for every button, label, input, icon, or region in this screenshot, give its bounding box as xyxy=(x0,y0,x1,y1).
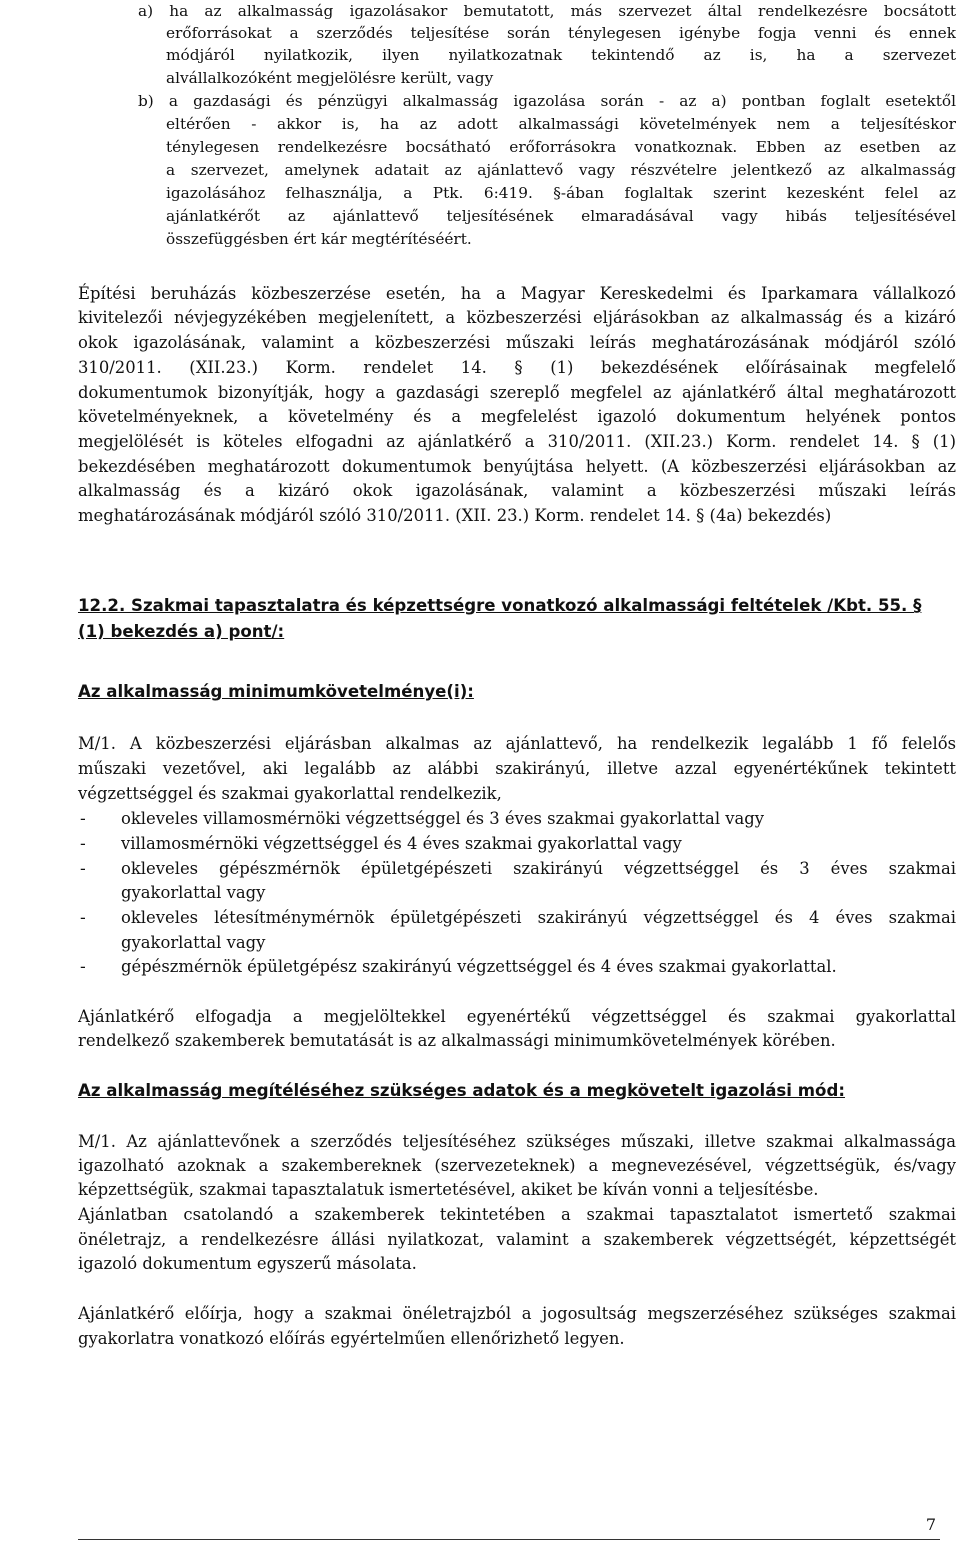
list-item-text: villamosmérnöki végzettséggel és 4 éves szakmai gyakorlattal vagy xyxy=(121,834,682,853)
section-heading-line: 12.2. Szakmai tapasztalatra és képzettségre vonatkozó alkalmassági feltételek /Kbt. 55. § xyxy=(78,596,922,615)
paragraph-line: alkalmasság és a kizáró okok igazolásának, valamint a közbeszerzési műszaki leírás xyxy=(78,481,956,500)
list-item-b-line: igazolásához felhasználja, a Ptk. 6:419. §-ában foglaltak szerint kezesként felel az xyxy=(166,184,956,202)
paragraph-line: dokumentumok bizonyítják, hogy a gazdasági szereplő megfelel az ajánlatkérő által meghatározott xyxy=(78,383,956,402)
paragraph-line: követelményeknek, a követelmény és a megfelelést igazoló dokumentum helyének pontos xyxy=(78,407,956,426)
paragraph-line: műszaki vezetővel, aki legalább az alábbi szakirányú, illetve azzal egyenértékűnek tekintett xyxy=(78,759,956,778)
list-item-b-line: ajánlatkérőt az ajánlattevő teljesítésének elmaradásával vagy hibás teljesítésével xyxy=(166,207,956,225)
proof-heading: Az alkalmasság megítéléséhez szükséges adatok és a megkövetelt igazolási mód: xyxy=(78,1081,845,1100)
footer-rule xyxy=(78,1539,940,1540)
list-item-text: gyakorlattal vagy xyxy=(121,883,266,902)
paragraph-line: igazolható azoknak a szakembereknek (szervezeteknek) a megnevezésével, végzettségük, és/vagy xyxy=(78,1156,956,1175)
list-item-b-line: összefüggésben ért kár megtérítéséért. xyxy=(166,230,472,248)
list-item-text: okleveles gépészmérnök épületgépészeti szakirányú végzettséggel és 3 éves szakmai xyxy=(121,859,956,878)
list-item-b-line: ténylegesen rendelkezésre bocsátható erőforrásokra vonatkoznak. Ebben az esetben az xyxy=(166,138,956,156)
list-item-a-line: alvállalkozóként megjelölésre került, vagy xyxy=(166,69,494,87)
bullet-dash: - xyxy=(80,859,86,879)
paragraph-line: bekezdésében meghatározott dokumentumok benyújtása helyett. (A közbeszerzési eljárásokban az xyxy=(78,457,956,476)
list-item-a-line: a) ha az alkalmasság igazolásakor bemutatott, más szervezet által rendelkezésre bocsátott xyxy=(138,2,956,20)
bullet-dash: - xyxy=(80,957,86,977)
list-item-a-line: erőforrásokat a szerződés teljesítése során ténylegesen igénybe fogja venni és ennek xyxy=(166,24,956,42)
paragraph-line: végzettséggel és szakmai gyakorlattal rendelkezik, xyxy=(78,784,502,803)
paragraph-line: megjelölését is köteles elfogadni az ajánlatkérő a 310/2011. (XII.23.) Korm. rendelet 14. § (1) xyxy=(78,432,956,451)
bullet-dash: - xyxy=(80,834,86,854)
page-number: 7 xyxy=(925,1515,936,1534)
list-item-b-line: eltérően - akkor is, ha az adott alkalmassági követelmények nem a teljesítéskor xyxy=(166,115,956,133)
paragraph-line: gyakorlatra vonatkozó előírás egyértelműen ellenőrizhető legyen. xyxy=(78,1329,625,1348)
list-item-b-line: a szervezet, amelynek adatait az ajánlattevő vagy részvételre jelentkező az alkalmasság xyxy=(166,161,956,179)
section-heading-line: (1) bekezdés a) pont/: xyxy=(78,622,285,641)
bullet-dash: - xyxy=(80,809,86,829)
paragraph-line: okok igazolásának, valamint a közbeszerzési műszaki leírás meghatározásának módjáról szóló xyxy=(78,333,956,352)
paragraph-line: M/1. A közbeszerzési eljárásban alkalmas az ajánlattevő, ha rendelkezik legalább 1 fő felelős xyxy=(78,734,956,753)
paragraph-line: M/1. Az ajánlattevőnek a szerződés teljesítéséhez szükséges műszaki, illetve szakmai alkalmassága xyxy=(78,1132,956,1151)
paragraph-line: Építési beruházás közbeszerzése esetén, ha a Magyar Kereskedelmi és Iparkamara vállalkozó xyxy=(78,284,956,303)
paragraph-line: igazoló dokumentum egyszerű másolata. xyxy=(78,1254,417,1273)
paragraph-line: önéletrajz, a rendelkezésre állási nyilatkozat, valamint a szakemberek végzettségét, képzettségét xyxy=(78,1230,956,1249)
list-item-text: gépészmérnök épületgépész szakirányú végzettséggel és 4 éves szakmai gyakorlattal. xyxy=(121,957,837,976)
list-item-text: gyakorlattal vagy xyxy=(121,933,266,952)
list-item-b-line: b) a gazdasági és pénzügyi alkalmasság igazolása során - az a) pontban foglalt esetektől xyxy=(138,92,956,110)
paragraph-line: meghatározásának módjáról szóló 310/2011. (XII. 23.) Korm. rendelet 14. § (4a) bekezdés) xyxy=(78,506,832,525)
paragraph-line: képzettségük, szakmai tapasztalatuk ismertetésével, akiket be kíván vonni a teljesítésbe. xyxy=(78,1180,819,1199)
paragraph-line: 310/2011. (XII.23.) Korm. rendelet 14. § (1) bekezdésének előírásainak megfelelő xyxy=(78,358,956,377)
paragraph-line: Ajánlatkérő előírja, hogy a szakmai önéletrajzból a jogosultság megszerzéséhez szükséges szakmai xyxy=(78,1304,956,1323)
list-item-a-line: módjáról nyilatkozik, ilyen nyilatkozatnak tekintendő az is, ha a szervezet xyxy=(166,46,956,64)
min-requirements-heading: Az alkalmasság minimumkövetelménye(i): xyxy=(78,682,474,701)
paragraph-line: kivitelezői névjegyzékében megjelenített, a közbeszerzési eljárásokban az alkalmasság és a kizáró xyxy=(78,308,956,327)
list-item-text: okleveles villamosmérnöki végzettséggel és 3 éves szakmai gyakorlattal vagy xyxy=(121,809,765,828)
bullet-dash: - xyxy=(80,908,86,928)
list-item-text: okleveles létesítménymérnök épületgépészeti szakirányú végzettséggel és 4 éves szakmai xyxy=(121,908,956,927)
paragraph-line: Ajánlatban csatolandó a szakemberek tekintetében a szakmai tapasztalatot ismertető szakmai xyxy=(78,1205,956,1224)
paragraph-line: rendelkező szakemberek bemutatását is az alkalmassági minimumkövetelmények körében. xyxy=(78,1031,836,1050)
paragraph-line: Ajánlatkérő elfogadja a megjelöltekkel egyenértékű végzettséggel és szakmai gyakorlattal xyxy=(78,1007,956,1026)
